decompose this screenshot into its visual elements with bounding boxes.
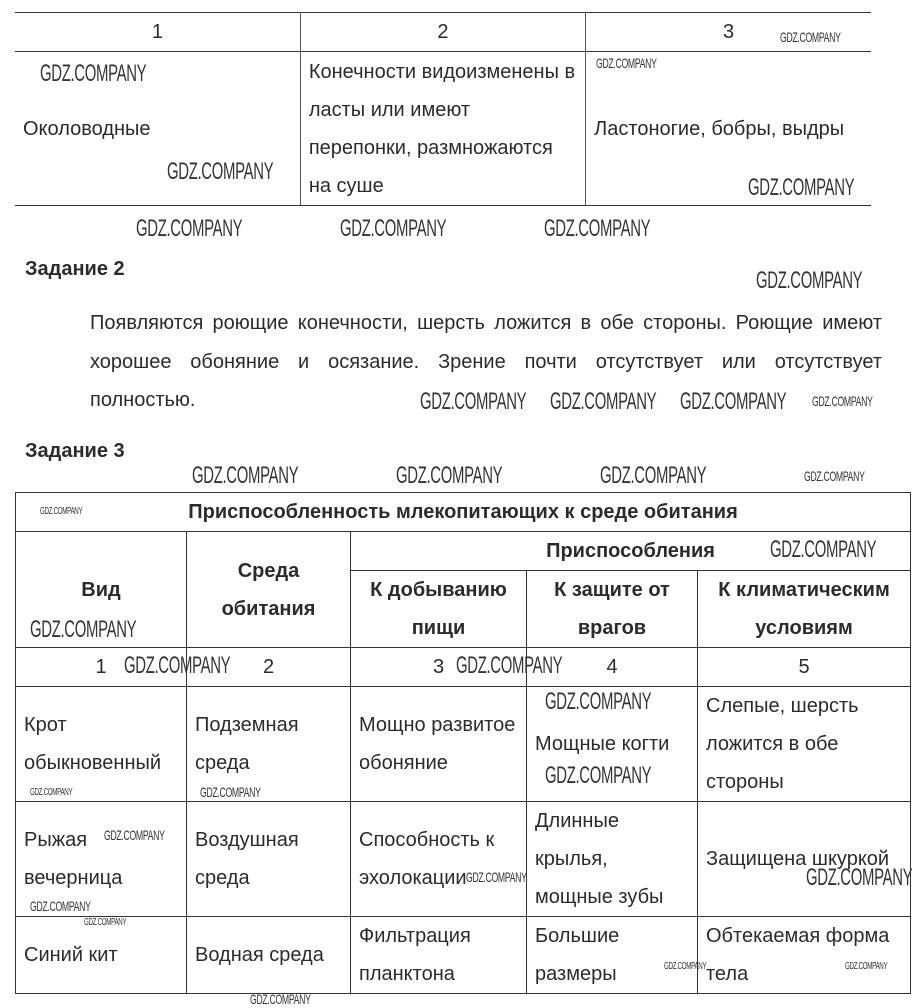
watermark: GDZ.COMPANY [456,652,563,679]
watermark: GDZ.COMPANY [192,462,299,489]
watermark: GDZ.COMPANY [845,961,888,972]
watermark: GDZ.COMPANY [396,462,503,489]
table-row [15,52,871,206]
header-species: Вид [16,532,187,648]
watermark: GDZ.COMPANY [545,762,652,789]
watermark: GDZ.COMPANY [40,506,83,517]
watermark: GDZ.COMPANY [680,388,787,415]
table-adaptations [15,492,911,994]
watermark: GDZ.COMPANY [756,267,863,294]
watermark: GDZ.COMPANY [804,468,865,484]
table-row [16,687,911,802]
watermark: GDZ.COMPANY [136,215,243,242]
cell: Фильтрация планктона [351,917,527,994]
watermark: GDZ.COMPANY [780,29,841,45]
task2-heading: Задание 2 [25,258,125,280]
watermark: GDZ.COMPANY [748,174,855,201]
cell: Воздушная среда [187,802,351,917]
watermark: GDZ.COMPANY [600,462,707,489]
watermark: GDZ.COMPANY [40,60,147,87]
table-row [16,917,911,994]
cell: Рыжая вечерница [16,802,187,917]
column-number: 3 [351,648,527,687]
column-number: 2 [187,648,351,687]
watermark: GDZ.COMPANY [466,869,527,885]
cell: Длинные крылья, мощные зубы [527,802,698,917]
watermark: GDZ.COMPANY [167,158,274,185]
column-number: 5 [698,648,911,687]
cell: Водная среда [187,917,351,994]
header-cell: 3 [586,13,871,52]
cell: Большие размеры [527,917,698,994]
watermark: GDZ.COMPANY [30,787,73,798]
cell: Обтекаемая форма тела [698,917,911,994]
watermark: GDZ.COMPANY [250,991,311,1007]
cell: Подземная среда [187,687,351,802]
watermark: GDZ.COMPANY [420,388,527,415]
cell: Слепые, шерсть ложится в обе стороны [698,687,911,802]
header-cell: 2 [300,13,585,52]
header-defense: К защите от врагов [527,571,698,648]
watermark: GDZ.COMPANY [550,388,657,415]
cell: Мощно развитое обоняние [351,687,527,802]
watermark: GDZ.COMPANY [104,827,165,843]
task3-heading: Задание 3 [25,440,125,462]
watermark: GDZ.COMPANY [544,215,651,242]
header-adaptations: Приспособления [351,532,911,571]
watermark: GDZ.COMPANY [545,688,652,715]
header-climate: К климатическим условиям [698,571,911,648]
cell: Мощные когти [527,687,698,802]
watermark: GDZ.COMPANY [806,864,913,891]
watermark: GDZ.COMPANY [30,898,91,914]
table-title: Приспособленность млекопитающих к среде обитания [16,493,911,532]
header-food: К добыванию пищи [351,571,527,648]
watermark: GDZ.COMPANY [812,393,873,409]
watermark: GDZ.COMPANY [84,917,127,928]
cell-features: Конечности видоизменены в ласты или имеют перепонки, размножаются на суше [300,52,585,206]
watermark: GDZ.COMPANY [340,215,447,242]
cell: Способность к эхолокации [351,802,527,917]
header-cell: 1 [15,13,300,52]
table-header-row [15,13,871,52]
header-habitat: Среда обитания [187,532,351,648]
cell: Защищена шкуркой [698,802,911,917]
task2-answer: Появляются роющие конечности, шерсть ложится в обе стороны. Роющие имеют хорошее обоняние и осязание. Зрение почти отсутствует или отсутствует полностью. [90,312,882,411]
watermark: GDZ.COMPANY [596,55,657,71]
cell: Синий кит [16,917,187,994]
table-row [16,802,911,917]
watermark: GDZ.COMPANY [124,652,231,679]
column-number: 1 [16,648,187,687]
cell-group: Околоводные [15,52,300,206]
table-environment-groups [15,12,871,206]
watermark: GDZ.COMPANY [664,961,707,972]
column-number: 4 [527,648,698,687]
cell: Крот обыкновенный [16,687,187,802]
watermark: GDZ.COMPANY [30,616,137,643]
cell-examples: Ластоногие, бобры, выдры [586,52,871,206]
watermark: GDZ.COMPANY [770,536,877,563]
watermark: GDZ.COMPANY [200,784,261,800]
